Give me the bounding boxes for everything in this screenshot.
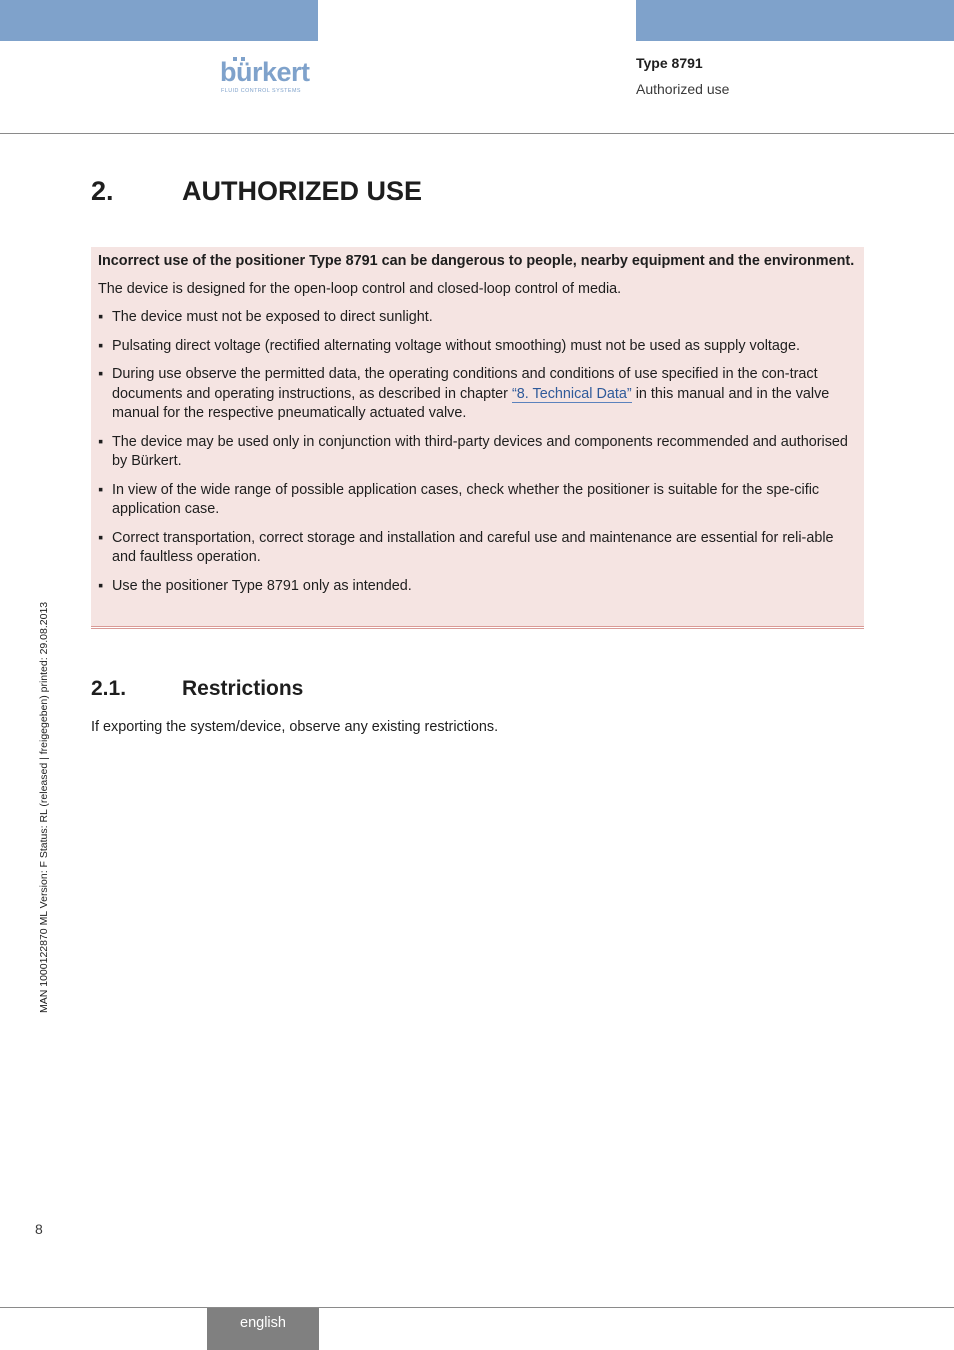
list-item xyxy=(98,577,857,597)
bullet-icon: ▪ xyxy=(98,337,104,354)
list-item-text-continued: in this manual and in the valve manual for the respective pneumatically actuated valve. xyxy=(112,385,830,421)
list-item-text: Pulsating direct voltage (rectified alternating voltage without smoothing) must not be used as supply voltage. xyxy=(112,337,800,354)
bullet-icon: ▪ xyxy=(98,366,104,382)
list-item-text: In view of the wide range of possible application cases, check whether the positioner is suitable for the spe-cific application case. xyxy=(112,481,820,517)
list-item-text: Correct transportation, correct storage and installation and careful use and maintenance are essential for reli-able and faultless operation. xyxy=(112,529,834,565)
header-section-label: Authorized use xyxy=(636,81,730,97)
logo-subtitle: FLUID CONTROL SYSTEMS xyxy=(221,88,301,94)
header-accent-bar-left xyxy=(0,0,318,41)
footer-divider xyxy=(0,1307,954,1308)
warning-list xyxy=(98,308,857,596)
document-id-sidebar: MAN 1000122870 ML Version: F Status: RL (released | freigegeben) printed: 29.08.2013 xyxy=(38,601,50,1013)
list-item-text: The device may be used only in conjunction with third-party devices and components recommended and authorised by Bürkert. xyxy=(112,433,848,469)
bullet-icon: ▪ xyxy=(98,433,104,450)
chapter-number: 2. xyxy=(91,176,114,206)
list-item xyxy=(98,433,857,472)
header-type-label: Type 8791 xyxy=(636,55,703,71)
logo-wordmark: bürkert xyxy=(220,57,310,87)
list-item xyxy=(98,308,857,328)
section-body-text: If exporting the system/device, observe any existing restrictions. xyxy=(91,719,499,735)
warning-bold-text: Incorrect use of the positioner Type 8791 can be dangerous to people, nearby equipment and the environment. xyxy=(98,253,855,269)
list-item-text: The device must not be exposed to direct sunlight. xyxy=(112,309,433,325)
bullet-icon: ▪ xyxy=(98,481,104,498)
list-item-text: During use observe the permitted data, the operating conditions and conditions of use specified in the con-tract documents and operating instructions, as described in chapter xyxy=(112,366,818,402)
list-item-text: Use the positioner Type 8791 only as intended. xyxy=(112,577,412,594)
header-accent-bar-right xyxy=(636,0,954,41)
bullet-icon: ▪ xyxy=(98,529,104,546)
list-item xyxy=(98,337,857,357)
list-item xyxy=(98,529,857,568)
page-number: 8 xyxy=(35,1221,43,1237)
technical-data-link[interactable]: “8. Technical Data” xyxy=(511,385,632,402)
chapter-title: AUTHORIZED USE xyxy=(182,176,423,206)
bullet-icon: ▪ xyxy=(98,577,104,594)
section-number: 2.1. xyxy=(91,677,127,700)
list-item xyxy=(98,481,857,520)
section-title: Restrictions xyxy=(182,677,304,700)
language-tab: english xyxy=(207,1308,319,1350)
warning-box xyxy=(91,247,864,627)
bullet-icon: ▪ xyxy=(98,309,104,325)
header-divider xyxy=(0,133,954,134)
warning-intro: The device is designed for the open-loop control and closed-loop control of media. xyxy=(98,280,622,297)
list-item xyxy=(98,365,857,424)
warning-bottom-rule xyxy=(91,628,864,629)
warning-bottom-rule xyxy=(91,626,864,627)
